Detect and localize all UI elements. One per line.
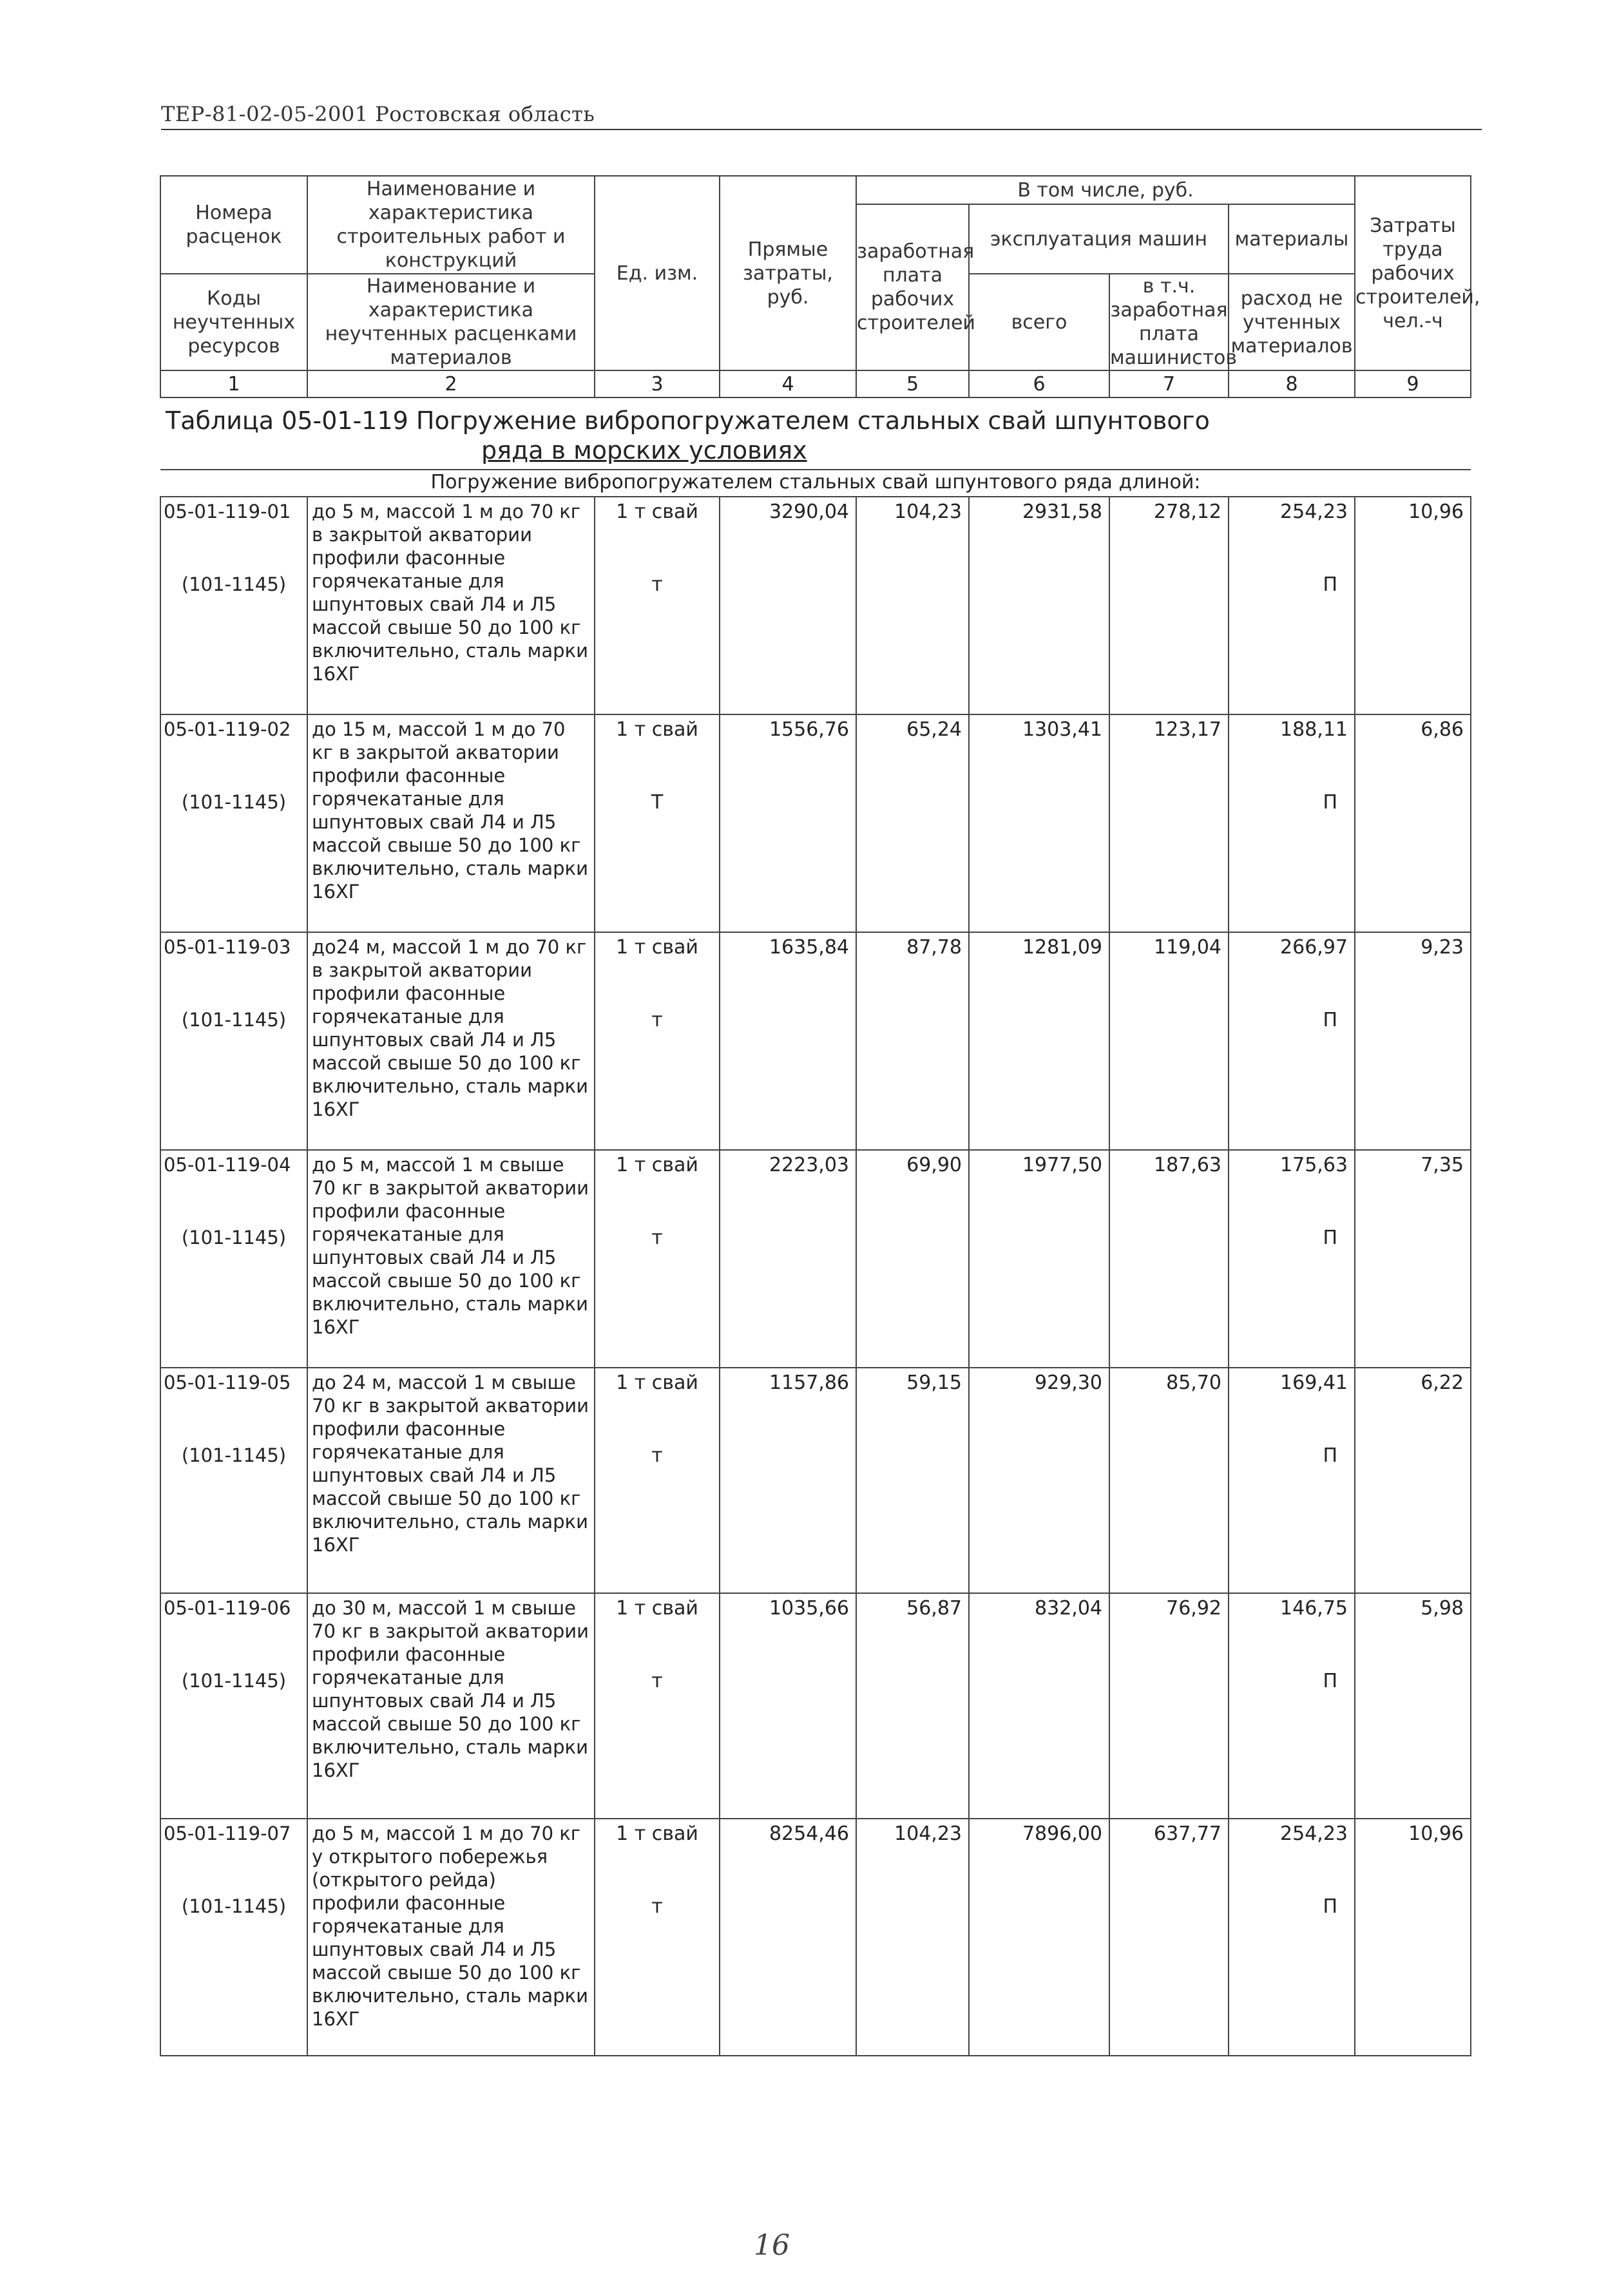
rate-code-cell [160, 1150, 307, 1368]
unit-cell [595, 932, 720, 1150]
work-name: до 5 м, массой 1 м до 70 кг у открытого побережья (открытого рейда) [312, 1822, 580, 1891]
unit: 1 т свай [616, 1822, 698, 1845]
wages: 65,24 [856, 714, 969, 932]
machines-total: 1281,09 [969, 932, 1109, 1150]
unit: 1 т свай [616, 718, 698, 741]
unit-cell [595, 1819, 720, 2056]
work-name: до24 м, массой 1 м до 70 кг в закрытой акватории [312, 936, 587, 981]
col-number: 3 [595, 370, 720, 397]
direct-costs: 8254,46 [720, 1819, 856, 2056]
machines-total: 2931,58 [969, 497, 1109, 714]
material-name: профили фасонные горячекатаные для шпунтовых свай Л4 и Л5 массой свыше 50 до 100 кг включительно, сталь марки 16ХГ [312, 547, 588, 685]
resource-code: (101-1145) [181, 791, 287, 813]
unit-cell [595, 1150, 720, 1368]
materials-cell [1229, 1150, 1355, 1368]
rate-code-cell [160, 497, 307, 714]
resource-code: (101-1145) [181, 1444, 287, 1466]
unit: 1 т свай [616, 1154, 698, 1176]
header-unit: Ед. изм. [595, 176, 720, 370]
material-unit: т [651, 1670, 663, 1692]
materials-cell [1229, 932, 1355, 1150]
header-unaccounted-materials: расход не учтенных материалов [1229, 274, 1355, 370]
machines-total: 929,30 [969, 1368, 1109, 1593]
unit-cell [595, 1593, 720, 1819]
rate-code: 05-01-119-01 [164, 501, 291, 522]
header-machines-total: всего [969, 274, 1109, 370]
table-row [160, 932, 1471, 1150]
col-number: 6 [969, 370, 1109, 397]
col-number: 7 [1109, 370, 1229, 397]
direct-costs: 1556,76 [720, 714, 856, 932]
wages: 59,15 [856, 1368, 969, 1593]
material-mark: П [1323, 1895, 1337, 1918]
rate-code-cell [160, 1368, 307, 1593]
header-resource-codes: Коды неучтенных ресурсов [160, 274, 307, 370]
work-name: до 30 м, массой 1 м свыше 70 кг в закрытой акватории [312, 1597, 589, 1642]
table-row [160, 714, 1471, 932]
material-name: профили фасонные горячекатаные для шпунтовых свай Л4 и Л5 массой свыше 50 до 100 кг включительно, сталь марки 16ХГ [312, 1200, 588, 1338]
resource-code: (101-1145) [181, 1895, 287, 1917]
direct-costs: 2223,03 [720, 1150, 856, 1368]
material-unit: т [651, 573, 663, 596]
material-mark: П [1323, 1009, 1337, 1031]
rate-code-cell [160, 932, 307, 1150]
table-title-line-1: Таблица 05-01-119 Погружение вибропогружателем стальных свай шпунтового [166, 407, 1210, 435]
work-name: до 15 м, массой 1 м до 70 кг в закрытой акватории [312, 718, 566, 763]
unit: 1 т свай [616, 1597, 698, 1620]
resource-code: (101-1145) [181, 573, 287, 595]
machinists-wages: 119,04 [1109, 932, 1229, 1150]
materials-cell [1229, 714, 1355, 932]
header-material-name: Наименование и характеристика неучтенных расценками материалов [307, 274, 595, 370]
resource-code: (101-1145) [181, 1670, 287, 1692]
header-work-name: Наименование и характеристика строительных работ и конструкций [307, 176, 595, 274]
materials: 146,75 [1280, 1597, 1348, 1620]
rate-code: 05-01-119-07 [164, 1822, 291, 1844]
header-labor-costs: Затраты труда рабочих строителей, чел.-ч [1355, 176, 1471, 370]
rate-code-cell [160, 1593, 307, 1819]
table-title [160, 397, 1471, 470]
direct-costs: 1035,66 [720, 1593, 856, 1819]
rate-code-cell [160, 714, 307, 932]
col-number: 8 [1229, 370, 1355, 397]
material-name: профили фасонные горячекатаные для шпунтовых свай Л4 и Л5 массой свыше 50 до 100 кг включительно, сталь марки 16ХГ [312, 765, 588, 903]
materials: 266,97 [1280, 936, 1348, 959]
wages: 104,23 [856, 497, 969, 714]
materials-cell [1229, 1819, 1355, 2056]
page-number: 16 [754, 2229, 790, 2262]
machinists-wages: 85,70 [1109, 1368, 1229, 1593]
machinists-wages: 637,77 [1109, 1819, 1229, 2056]
unit-cell [595, 497, 720, 714]
materials-cell [1229, 497, 1355, 714]
material-mark: П [1323, 573, 1337, 596]
machines-total: 1303,41 [969, 714, 1109, 932]
resource-code: (101-1145) [181, 1009, 287, 1031]
resource-code: (101-1145) [181, 1227, 287, 1248]
work-name-cell [307, 1593, 595, 1819]
unit: 1 т свай [616, 501, 698, 523]
header-rate-numbers: Номера расценок [160, 176, 307, 274]
col-number: 5 [856, 370, 969, 397]
table-row [160, 1819, 1471, 2056]
labor-costs: 10,96 [1355, 497, 1471, 714]
material-unit: Т [651, 791, 664, 814]
machinists-wages: 278,12 [1109, 497, 1229, 714]
table-row [160, 1368, 1471, 1593]
wages: 56,87 [856, 1593, 969, 1819]
work-name: до 24 м, массой 1 м свыше 70 кг в закрытой акватории [312, 1372, 589, 1417]
unit-cell [595, 714, 720, 932]
rate-code: 05-01-119-05 [164, 1372, 291, 1393]
header-machines: эксплуатация машин [969, 204, 1229, 274]
material-unit: т [651, 1444, 663, 1467]
table-row [160, 1593, 1471, 1819]
machinists-wages: 187,63 [1109, 1150, 1229, 1368]
machinists-wages: 123,17 [1109, 714, 1229, 932]
work-name-cell [307, 497, 595, 714]
material-name: профили фасонные горячекатаные для шпунтовых свай Л4 и Л5 массой свыше 50 до 100 кг включительно, сталь марки 16ХГ [312, 982, 588, 1120]
labor-costs: 10,96 [1355, 1819, 1471, 2056]
direct-costs: 1157,86 [720, 1368, 856, 1593]
col-number: 9 [1355, 370, 1471, 397]
table-row [160, 1150, 1471, 1368]
material-unit: т [651, 1895, 663, 1918]
labor-costs: 6,86 [1355, 714, 1471, 932]
rate-code: 05-01-119-03 [164, 936, 291, 958]
labor-costs: 6,22 [1355, 1368, 1471, 1593]
table-rows [160, 497, 1471, 2056]
labor-costs: 9,23 [1355, 932, 1471, 1150]
machines-total: 7896,00 [969, 1819, 1109, 2056]
wages: 69,90 [856, 1150, 969, 1368]
work-name-cell [307, 1368, 595, 1593]
table-subtitle: Погружение вибропогружателем стальных свай шпунтового ряда длиной: [160, 470, 1471, 497]
unit-cell [595, 1368, 720, 1593]
rate-code: 05-01-119-06 [164, 1597, 291, 1619]
header-materials: материалы [1229, 204, 1355, 274]
table-title-line-2: ряда в морских условиях [481, 436, 807, 464]
labor-costs: 5,98 [1355, 1593, 1471, 1819]
material-mark: П [1323, 1227, 1337, 1249]
machines-total: 1977,50 [969, 1150, 1109, 1368]
materials: 169,41 [1280, 1372, 1348, 1394]
machines-total: 832,04 [969, 1593, 1109, 1819]
material-name: профили фасонные горячекатаные для шпунтовых свай Л4 и Л5 массой свыше 50 до 100 кг включительно, сталь марки 16ХГ [312, 1643, 588, 1781]
col-number: 1 [160, 370, 307, 397]
material-mark: П [1323, 1670, 1337, 1692]
machinists-wages: 76,92 [1109, 1593, 1229, 1819]
work-name-cell [307, 932, 595, 1150]
work-name: до 5 м, массой 1 м до 70 кг в закрытой акватории [312, 501, 580, 546]
direct-costs: 1635,84 [720, 932, 856, 1150]
work-name-cell [307, 714, 595, 932]
header-wages: заработная плата рабочих строителей [856, 204, 969, 370]
material-mark: П [1323, 791, 1337, 814]
direct-costs: 3290,04 [720, 497, 856, 714]
materials-cell [1229, 1593, 1355, 1819]
materials: 188,11 [1280, 718, 1348, 741]
document-header-text: ТЕР-81-02-05-2001 Ростовская область [161, 102, 595, 126]
document-header [161, 97, 1482, 130]
work-name-cell [307, 1819, 595, 2056]
material-unit: т [651, 1009, 663, 1031]
col-number: 2 [307, 370, 595, 397]
unit: 1 т свай [616, 1372, 698, 1394]
col-number: 4 [720, 370, 856, 397]
header-in-total: В том числе, руб. [856, 176, 1355, 204]
materials: 254,23 [1280, 501, 1348, 523]
materials: 254,23 [1280, 1822, 1348, 1845]
material-name: профили фасонные горячекатаные для шпунтовых свай Л4 и Л5 массой свыше 50 до 100 кг включительно, сталь марки 16ХГ [312, 1892, 588, 2030]
materials: 175,63 [1280, 1154, 1348, 1176]
work-name-cell [307, 1150, 595, 1368]
unit: 1 т свай [616, 936, 698, 959]
rate-code-cell [160, 1819, 307, 2056]
rate-code: 05-01-119-02 [164, 718, 291, 740]
wages: 104,23 [856, 1819, 969, 2056]
rates-table [160, 175, 1480, 2056]
materials-cell [1229, 1368, 1355, 1593]
table-row [160, 497, 1471, 714]
labor-costs: 7,35 [1355, 1150, 1471, 1368]
work-name: до 5 м, массой 1 м свыше 70 кг в закрытой акватории [312, 1154, 589, 1199]
material-unit: т [651, 1227, 663, 1249]
rate-code: 05-01-119-04 [164, 1154, 291, 1176]
material-name: профили фасонные горячекатаные для шпунтовых свай Л4 и Л5 массой свыше 50 до 100 кг включительно, сталь марки 16ХГ [312, 1418, 588, 1556]
wages: 87,78 [856, 932, 969, 1150]
header-machinists-wages: в т.ч. заработная плата машинистов [1110, 275, 1238, 369]
header-direct-costs: Прямые затраты, руб. [720, 176, 856, 370]
material-mark: П [1323, 1444, 1337, 1467]
